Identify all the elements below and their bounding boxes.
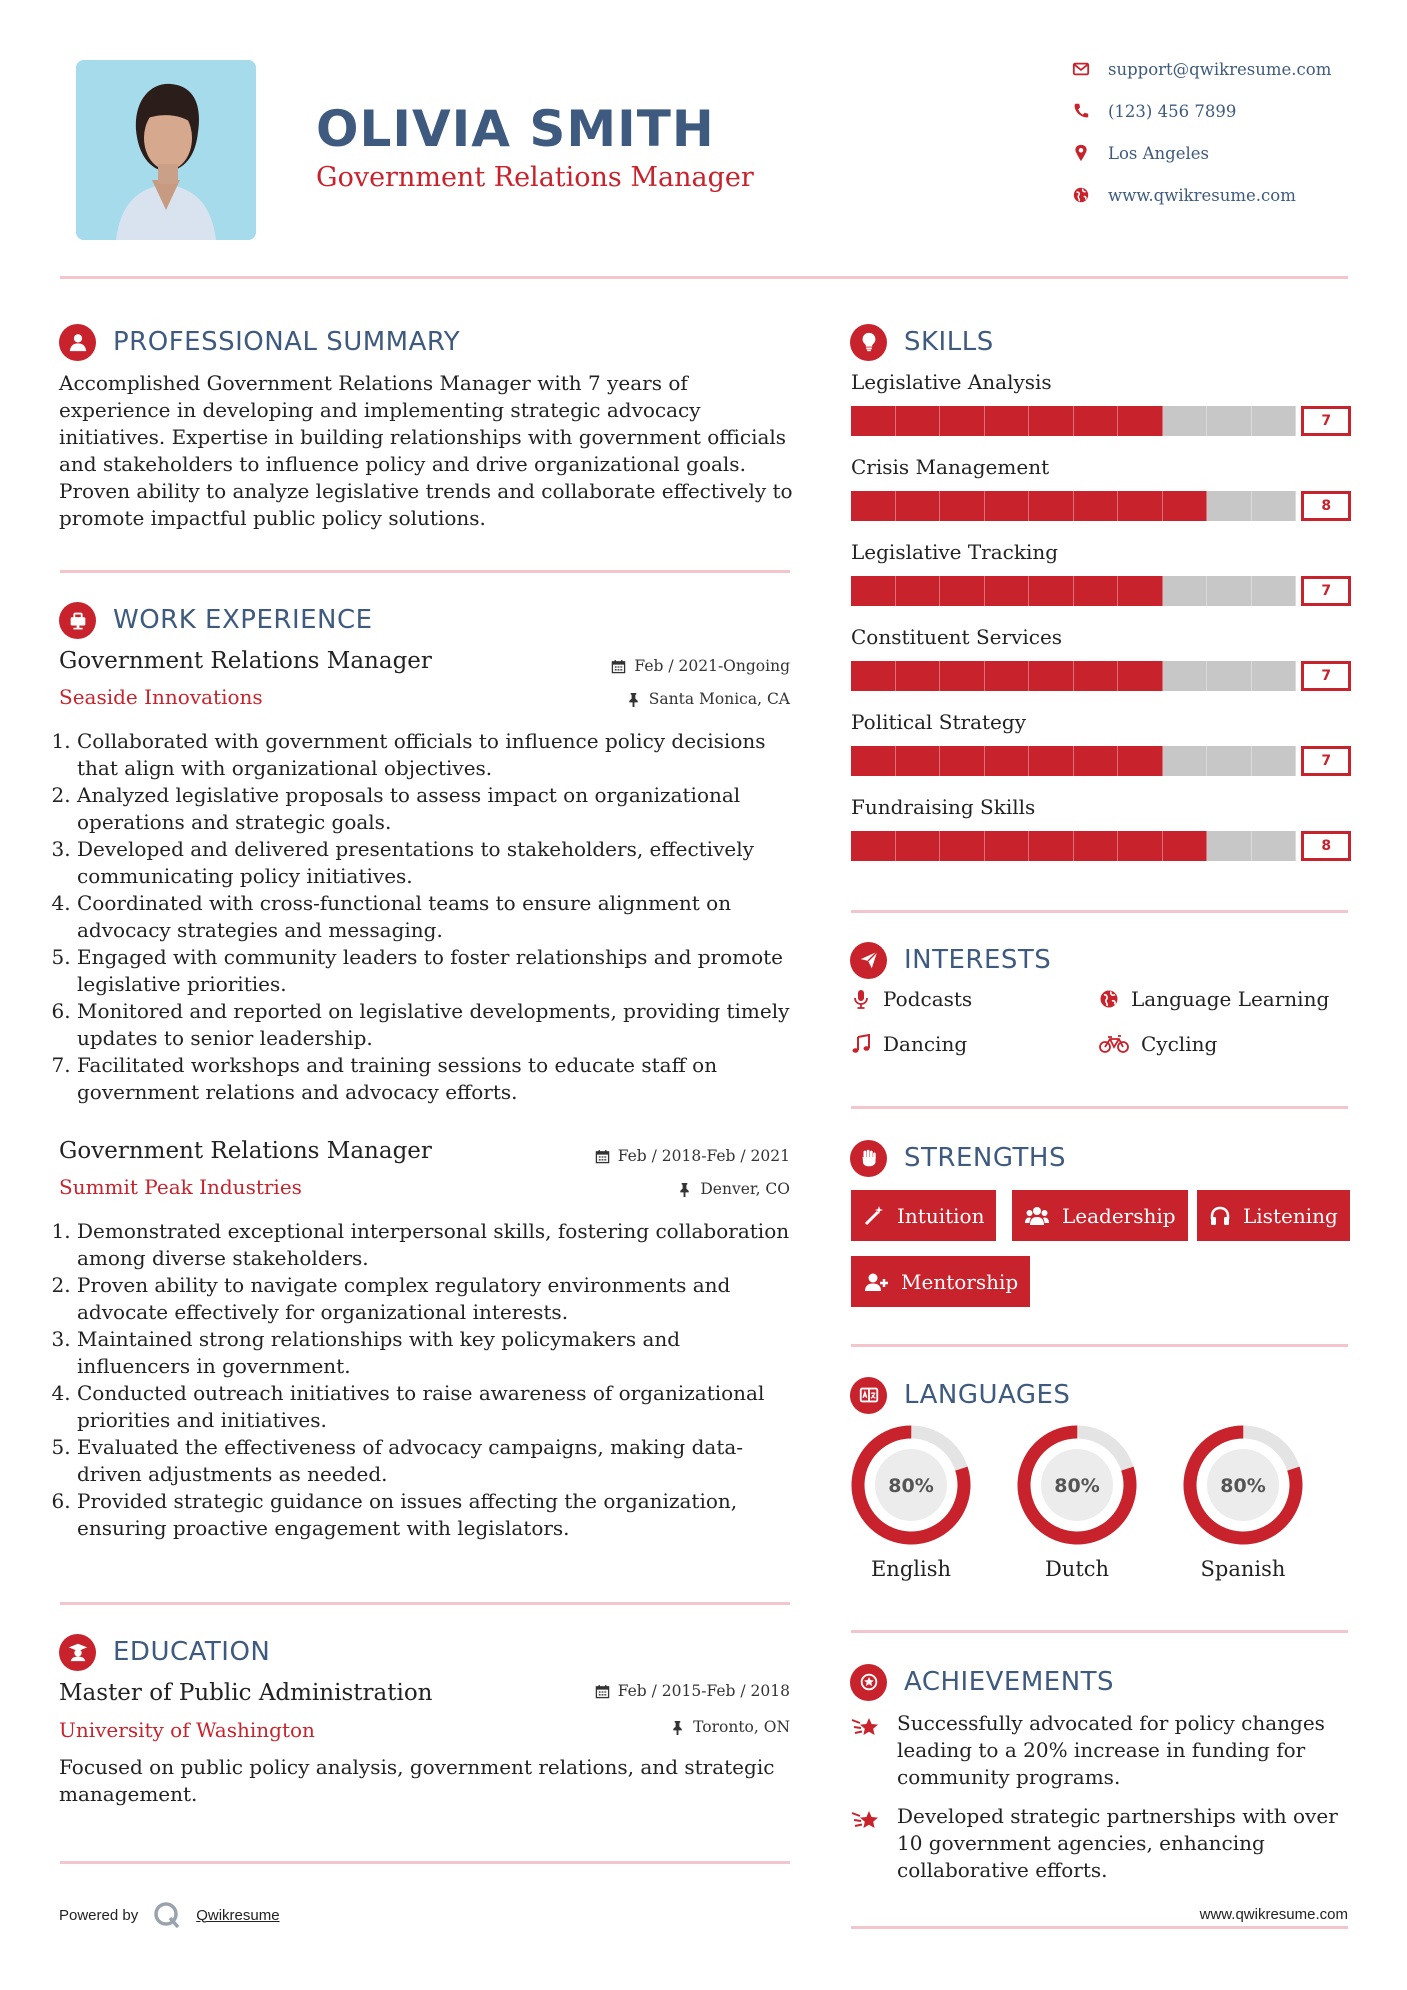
shooting-star-icon (851, 1805, 883, 1835)
skill-segment-filled (1118, 831, 1163, 861)
job-1-duties (59, 728, 799, 1106)
education-title: EDUCATION (113, 1637, 271, 1667)
skill-segment-filled (1074, 491, 1119, 521)
duty-item: 5. Evaluated the effectiveness of advocacy campaigns, making data-driven adjustments as needed. (77, 1434, 799, 1488)
education-location-text: Toronto, ON (693, 1718, 790, 1736)
achievement-item (851, 1803, 1348, 1884)
envelope-icon (1072, 60, 1090, 78)
skill-segment-filled (1074, 746, 1119, 776)
job-2-company: Summit Peak Industries (59, 1175, 302, 1199)
skill-segment-filled (896, 746, 941, 776)
achievements-title: ACHIEVEMENTS (904, 1667, 1115, 1697)
skill-score: 7 (1301, 746, 1351, 776)
achievement-text: Successfully advocated for policy changes leading to a 20% increase in funding for community programs. (897, 1711, 1325, 1789)
strength-chip (1197, 1190, 1350, 1241)
job-1-location (500, 690, 790, 708)
skill-segment-filled (1118, 576, 1163, 606)
skill-bar (851, 661, 1351, 691)
profile-photo (76, 60, 256, 240)
language-ring (1178, 1420, 1308, 1550)
lightbulb-icon (850, 324, 887, 361)
language-chart (1178, 1420, 1308, 1550)
skill-segment-filled (896, 491, 941, 521)
skill-name: Fundraising Skills (851, 795, 1036, 819)
skill-bar (851, 491, 1351, 521)
language-chart (846, 1420, 976, 1550)
strength-label: Mentorship (901, 1269, 1019, 1294)
skill-segment-filled (851, 661, 896, 691)
skill-segment-empty (1252, 831, 1297, 861)
contact-website[interactable] (1072, 180, 1296, 210)
skill-segment-filled (985, 576, 1030, 606)
duty-item: 4. Conducted outreach initiatives to raise awareness of organizational priorities and initiatives. (77, 1380, 799, 1434)
job-2-location (500, 1180, 790, 1198)
contact-phone[interactable] (1072, 96, 1236, 126)
skill-segment-filled (1118, 661, 1163, 691)
header-divider (60, 276, 1348, 279)
skill-segment-filled (985, 491, 1030, 521)
skill-segment-filled (1029, 746, 1074, 776)
skill-item (851, 370, 1351, 455)
headphones-icon (1209, 1205, 1231, 1227)
interest-label: Cycling (1141, 1032, 1218, 1056)
interest-item (851, 1032, 967, 1056)
interests-title: INTERESTS (904, 945, 1052, 975)
skill-segment-filled (940, 491, 985, 521)
job-1-company: Seaside Innovations (59, 685, 263, 709)
education-divider (60, 1861, 790, 1864)
skill-segment-filled (940, 746, 985, 776)
pushpin-icon (677, 1182, 692, 1197)
skill-segment-filled (1163, 491, 1208, 521)
skills-title: SKILLS (904, 327, 994, 357)
skill-segment-empty (1252, 491, 1297, 521)
language-ring (1012, 1420, 1142, 1550)
interest-label: Language Learning (1131, 987, 1330, 1011)
skill-segment-filled (896, 831, 941, 861)
skill-segment-filled (1074, 661, 1119, 691)
education-location (500, 1718, 790, 1736)
duty-item: 1. Demonstrated exceptional interpersonal skills, fostering collaboration among diverse stakeholders. (77, 1218, 799, 1272)
skill-score: 7 (1301, 661, 1351, 691)
qwikresume-logo-icon (152, 1900, 182, 1930)
experience-title: WORK EXPERIENCE (113, 605, 373, 635)
skill-bar (851, 576, 1351, 606)
candidate-title: Government Relations Manager (316, 162, 754, 193)
skill-segment-filled (985, 661, 1030, 691)
skill-segment-empty (1163, 661, 1208, 691)
globe-icon (1072, 186, 1090, 204)
skill-segment-filled (1074, 576, 1119, 606)
contact-website-text: www.qwikresume.com (1108, 185, 1296, 205)
strengths-divider (851, 1344, 1348, 1347)
contact-location-text: Los Angeles (1108, 143, 1209, 163)
pushpin-icon (670, 1720, 685, 1735)
footer-url[interactable]: www.qwikresume.com (1199, 1906, 1348, 1923)
skill-segment-filled (1118, 406, 1163, 436)
skill-bar (851, 406, 1351, 436)
magic-wand-icon (863, 1205, 885, 1227)
skills-heading (850, 322, 994, 362)
job-2-title: Government Relations Manager (59, 1138, 432, 1164)
language-percent: 80% (1054, 1475, 1100, 1497)
duty-item: 1. Collaborated with government officials to influence policy decisions that align with organizational objectives. (77, 728, 799, 782)
job-2-location-text: Denver, CO (700, 1180, 790, 1198)
star-badge-icon (850, 1664, 887, 1701)
duty-item: 6. Provided strategic guidance on issues affecting the organization, ensuring proactive engagement with legislators. (77, 1488, 799, 1542)
skill-name: Political Strategy (851, 710, 1026, 734)
skill-segment-filled (851, 576, 896, 606)
contact-location (1072, 138, 1209, 168)
job-1-location-text: Santa Monica, CA (648, 690, 790, 708)
skill-name: Crisis Management (851, 455, 1050, 479)
job-2-dates-text: Feb / 2018-Feb / 2021 (617, 1147, 790, 1165)
strength-chip (851, 1190, 996, 1241)
skill-segment-empty (1207, 576, 1252, 606)
language-name: English (870, 1557, 952, 1581)
map-marker-icon (1072, 144, 1090, 162)
skill-name: Constituent Services (851, 625, 1063, 649)
calendar-icon (595, 1684, 610, 1699)
skill-name: Legislative Tracking (851, 540, 1059, 564)
calendar-icon (595, 1149, 610, 1164)
skill-item (851, 540, 1351, 625)
skill-segment-filled (1029, 831, 1074, 861)
briefcase-icon (59, 602, 96, 639)
translate-icon (850, 1377, 887, 1414)
skill-segment-filled (940, 831, 985, 861)
skill-segment-empty (1207, 406, 1252, 436)
summary-text: Accomplished Government Relations Manager with 7 years of experience in developing and implementing strategic advocacy initiatives. Expertise in building relationships with government officials and stakeholders to influence policy and drive organizational goals. Proven ability to analyze legislative trends and collaborate effectively to promote impactful public policy solutions. (59, 371, 793, 530)
education-dates (500, 1682, 790, 1700)
language-ring (846, 1420, 976, 1550)
achievement-text: Developed strategic partnerships with over 10 government agencies, enhancing collaborative efforts. (897, 1804, 1338, 1882)
skill-segment-empty (1163, 576, 1208, 606)
skill-segment-filled (1118, 491, 1163, 521)
achievements-heading (850, 1662, 1114, 1702)
duty-item: 2. Proven ability to navigate complex regulatory environments and advocate effectively for organizational interests. (77, 1272, 799, 1326)
users-icon (1024, 1205, 1050, 1227)
skill-score: 8 (1301, 831, 1351, 861)
skill-score: 7 (1301, 406, 1351, 436)
skill-segment-filled (1074, 831, 1119, 861)
summary-heading (59, 322, 460, 362)
paper-plane-icon (850, 942, 887, 979)
skill-segment-filled (985, 831, 1030, 861)
skill-score: 8 (1301, 491, 1351, 521)
skill-segment-filled (896, 406, 941, 436)
skill-segment-empty (1252, 661, 1297, 691)
skill-score: 7 (1301, 576, 1351, 606)
skill-segment-filled (985, 406, 1030, 436)
skill-segment-filled (1029, 576, 1074, 606)
job-1-title: Government Relations Manager (59, 648, 432, 674)
strengths-title: STRENGTHS (904, 1143, 1066, 1173)
strength-chip (1012, 1190, 1188, 1241)
skills-divider (851, 910, 1348, 913)
shooting-star-icon (851, 1712, 883, 1742)
strength-label: Leadership (1062, 1203, 1176, 1228)
pushpin-icon (626, 692, 641, 707)
duty-item: 3. Maintained strong relationships with key policymakers and influencers in government. (77, 1326, 799, 1380)
job-1-dates (500, 657, 790, 675)
contact-phone-text: (123) 456 7899 (1108, 101, 1237, 121)
duty-item: 3. Developed and delivered presentations to stakeholders, effectively communicating policy initiatives. (77, 836, 799, 890)
skill-segment-filled (896, 661, 941, 691)
calendar-icon (611, 659, 626, 674)
duty-item: 7. Facilitated workshops and training sessions to educate staff on government relations and advocacy efforts. (77, 1052, 799, 1106)
strength-label: Listening (1243, 1203, 1338, 1228)
skills-list (851, 370, 1351, 880)
duty-item: 2. Analyzed legislative proposals to assess impact on organizational operations and strategic goals. (77, 782, 799, 836)
interest-label: Podcasts (883, 987, 973, 1011)
skill-segment-empty (1252, 406, 1297, 436)
interest-item (851, 987, 972, 1011)
job-2-duties (59, 1218, 799, 1542)
powered-by-brand[interactable]: Qwikresume (196, 1906, 280, 1924)
user-plus-icon (863, 1271, 889, 1293)
skill-segment-empty (1207, 746, 1252, 776)
user-icon (59, 324, 96, 361)
duty-item: 5. Engaged with community leaders to foster relationships and promote legislative priorities. (77, 944, 799, 998)
skill-bar (851, 746, 1351, 776)
experience-heading (59, 600, 373, 640)
skill-segment-filled (1074, 406, 1119, 436)
language-name: Dutch (1044, 1557, 1110, 1581)
languages-title: LANGUAGES (904, 1380, 1071, 1410)
job-2-dates (500, 1147, 790, 1165)
job-1-dates-text: Feb / 2021-Ongoing (634, 657, 790, 675)
experience-divider (60, 1602, 790, 1605)
duty-item: 4. Coordinated with cross-functional teams to ensure alignment on advocacy strategies and messaging. (77, 890, 799, 944)
strengths-heading (850, 1138, 1066, 1178)
phone-icon (1072, 102, 1090, 120)
skill-segment-filled (985, 746, 1030, 776)
microphone-icon (851, 989, 871, 1009)
bicycle-icon (1099, 1034, 1129, 1054)
skill-segment-filled (1029, 491, 1074, 521)
interest-item (1099, 1032, 1217, 1056)
skill-segment-filled (1029, 406, 1074, 436)
summary-divider (60, 570, 790, 573)
powered-by-label: Powered by (59, 1906, 139, 1924)
skill-item (851, 625, 1351, 710)
music-note-icon (851, 1034, 871, 1054)
language-name: Spanish (1200, 1557, 1286, 1581)
skill-segment-filled (1163, 831, 1208, 861)
skill-segment-empty (1207, 831, 1252, 861)
strength-chip (851, 1256, 1030, 1307)
globe-icon (1099, 989, 1119, 1009)
skill-segment-filled (851, 491, 896, 521)
education-description: Focused on public policy analysis, government relations, and strategic management. (59, 1755, 775, 1806)
strength-label: Intuition (897, 1203, 985, 1228)
skill-segment-empty (1163, 746, 1208, 776)
interests-heading (850, 940, 1051, 980)
skill-item (851, 710, 1351, 795)
education-heading (59, 1632, 270, 1672)
skill-segment-filled (940, 406, 985, 436)
summary-title: PROFESSIONAL SUMMARY (113, 327, 461, 357)
language-percent: 80% (1220, 1475, 1266, 1497)
skill-segment-empty (1207, 661, 1252, 691)
candidate-name: OLIVIA SMITH (316, 100, 715, 158)
skill-segment-filled (851, 831, 896, 861)
skill-item (851, 795, 1351, 880)
footer-divider (851, 1926, 1348, 1929)
skill-segment-empty (1163, 406, 1208, 436)
skill-item (851, 455, 1351, 540)
language-chart (1012, 1420, 1142, 1550)
skill-segment-filled (1118, 746, 1163, 776)
interest-item (1099, 987, 1329, 1011)
languages-divider (851, 1630, 1348, 1633)
contact-email-text: support@qwikresume.com (1108, 59, 1332, 79)
skill-segment-empty (1252, 746, 1297, 776)
skill-segment-filled (940, 661, 985, 691)
contact-email[interactable] (1072, 54, 1331, 84)
skill-segment-filled (1029, 661, 1074, 691)
languages-heading (850, 1375, 1070, 1415)
interests-divider (851, 1106, 1348, 1109)
skill-segment-empty (1207, 491, 1252, 521)
achievement-item (851, 1710, 1348, 1791)
skill-segment-empty (1252, 576, 1297, 606)
interest-label: Dancing (883, 1032, 968, 1056)
education-school: University of Washington (59, 1718, 315, 1742)
fist-icon (850, 1140, 887, 1177)
skill-segment-filled (896, 576, 941, 606)
skill-segment-filled (851, 406, 896, 436)
duty-item: 6. Monitored and reported on legislative developments, providing timely updates to senior leadership. (77, 998, 799, 1052)
skill-segment-filled (940, 576, 985, 606)
skill-bar (851, 831, 1351, 861)
education-degree: Master of Public Administration (59, 1680, 433, 1706)
skill-segment-filled (851, 746, 896, 776)
powered-by (59, 1900, 280, 1930)
skill-name: Legislative Analysis (851, 370, 1052, 394)
graduate-icon (59, 1634, 96, 1671)
education-dates-text: Feb / 2015-Feb / 2018 (617, 1682, 790, 1700)
language-percent: 80% (888, 1475, 934, 1497)
